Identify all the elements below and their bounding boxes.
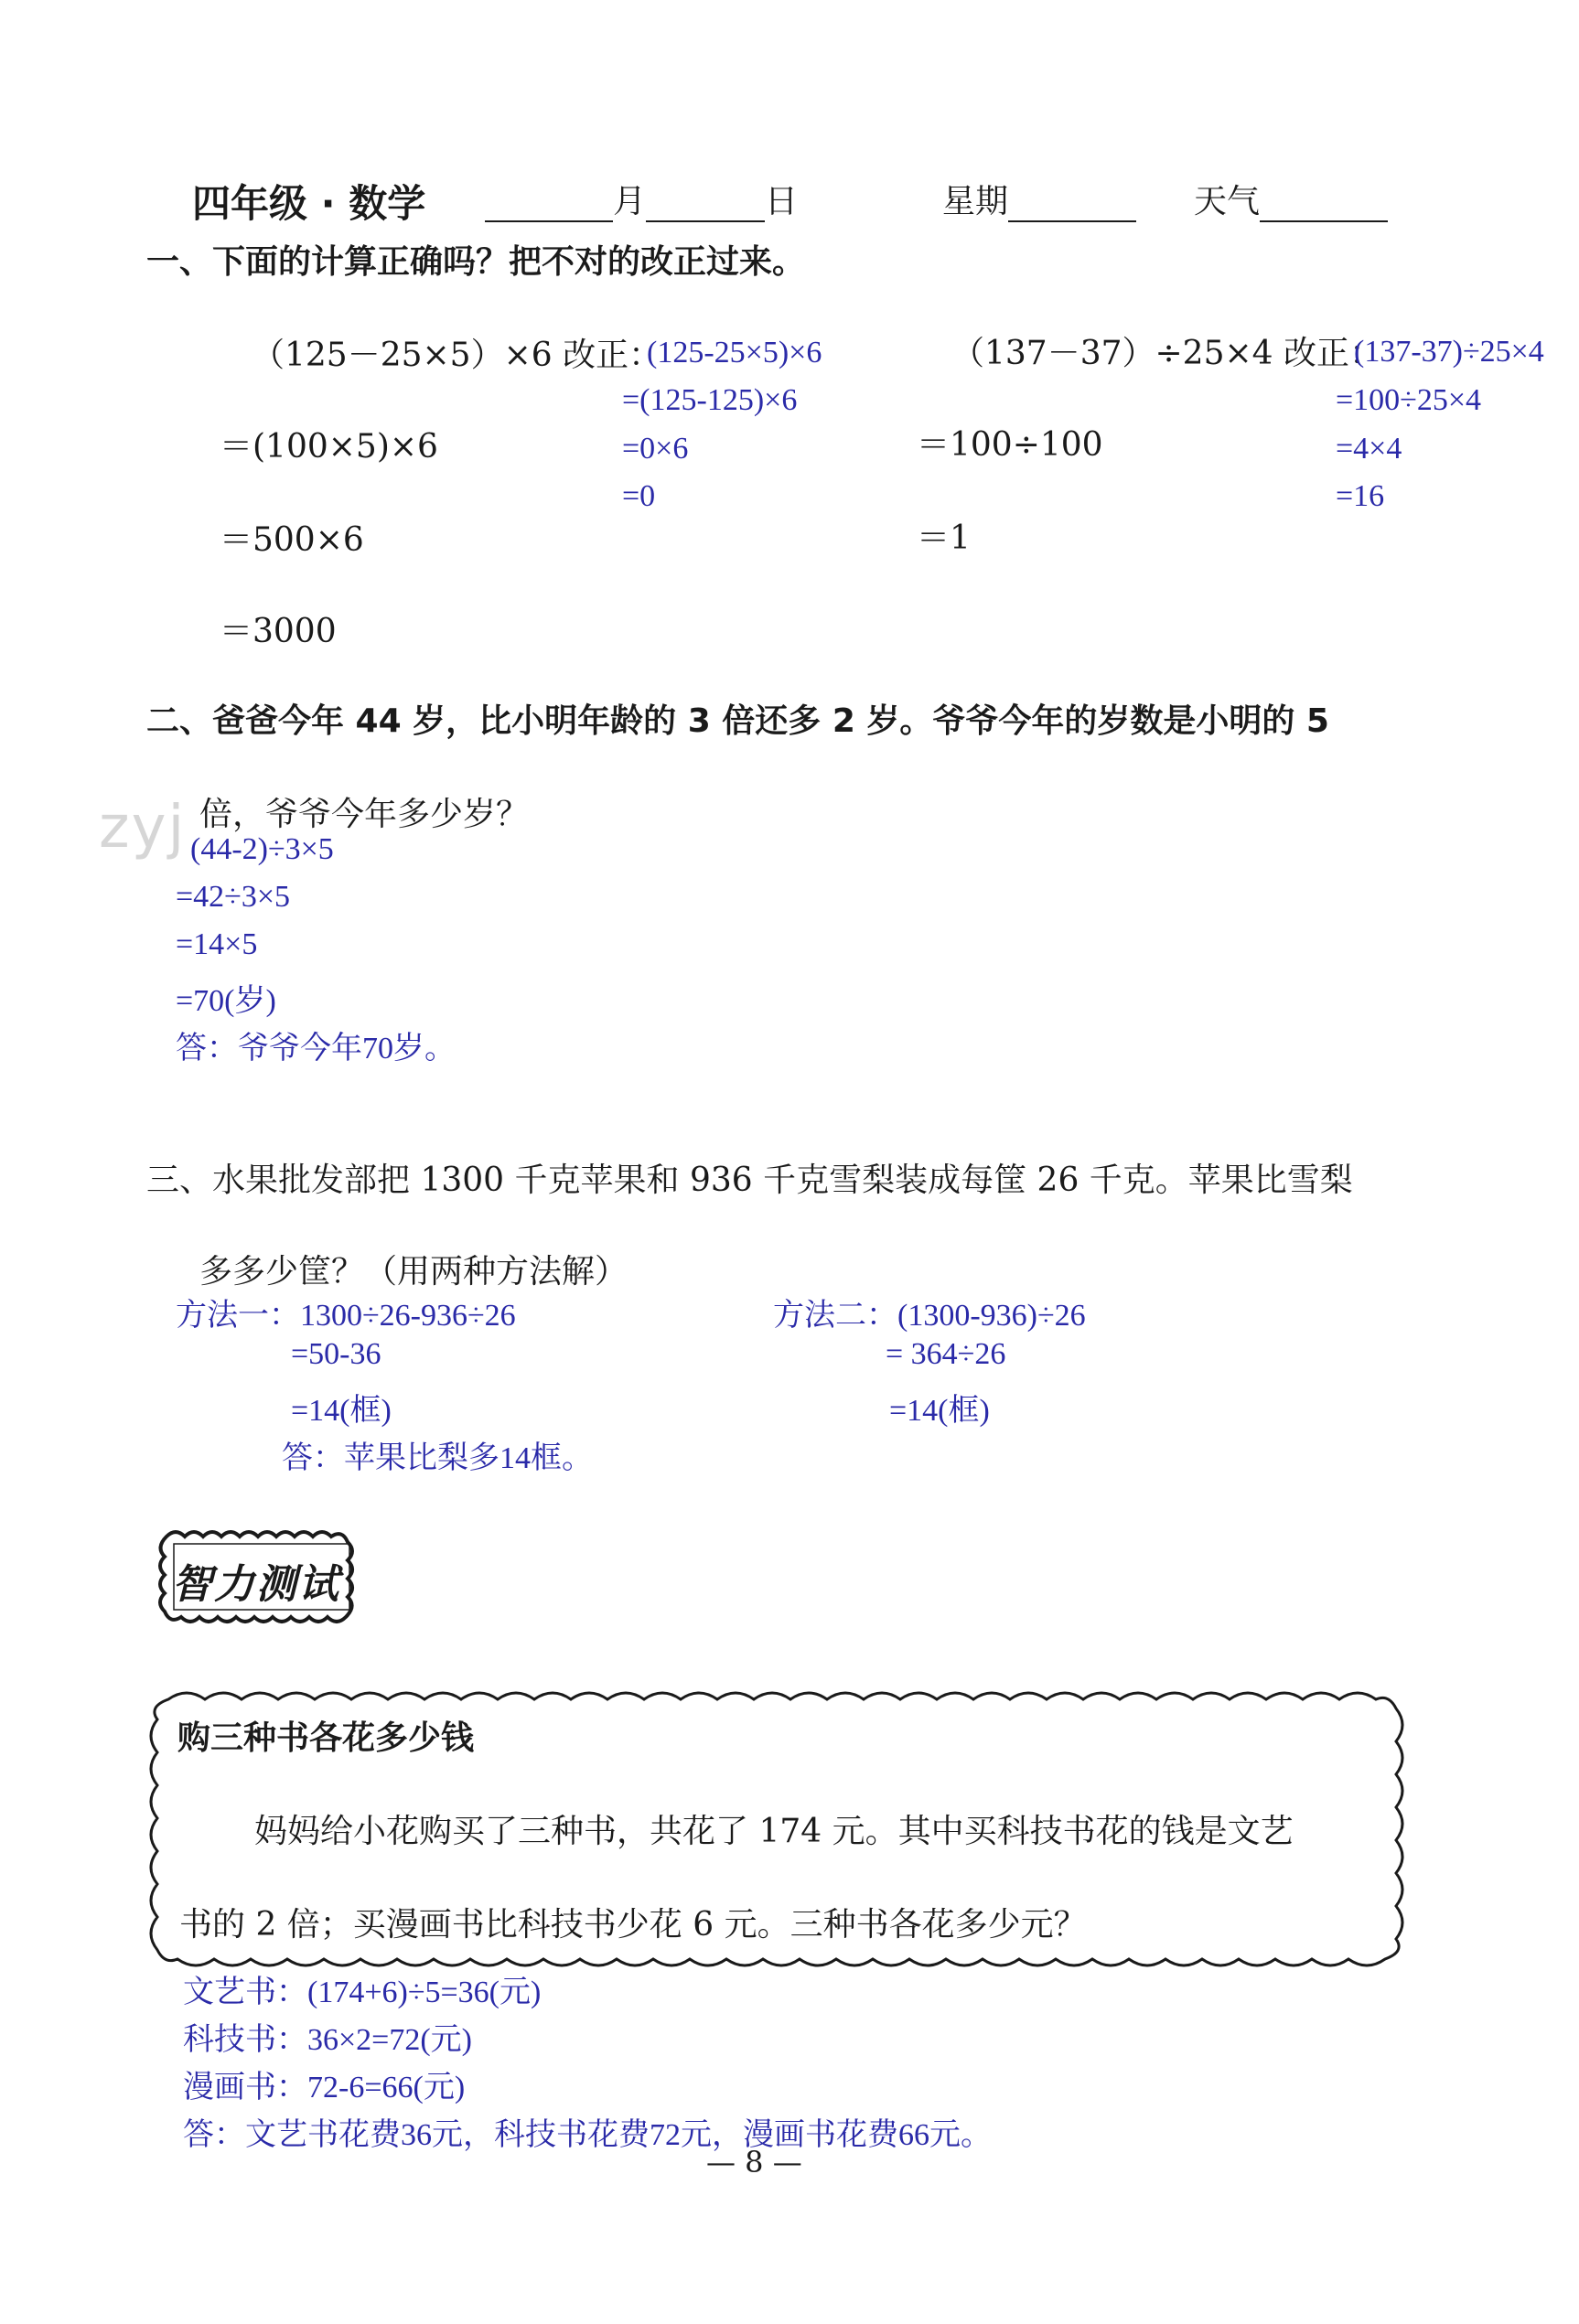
- badge-label: 智力测试: [172, 1561, 340, 1608]
- q3-prompt-line1: 三、水果批发部把 1300 千克苹果和 936 千克雪梨装成每筐 26 千克。苹果比雪梨: [146, 1162, 1353, 1199]
- month-label: 月: [613, 183, 647, 220]
- q1-right-answer-4: =16: [1336, 479, 1385, 513]
- q2-prompt: 二、爸爸今年 44 岁，比小明年龄的 3 倍还多 2 岁。爷爷今年的岁数是小明的 5: [146, 702, 1329, 740]
- puzzle-answer-1: 文艺书：(174+6)÷5=36(元): [183, 1976, 542, 2009]
- q3-method2-2: = 364÷26: [886, 1337, 1006, 1371]
- q3-method1-1: 方法一：1300÷26-936÷26: [176, 1299, 516, 1333]
- q1-right-wrong-2: ＝1: [917, 519, 971, 557]
- q1-right-answer-3: =4×4: [1336, 432, 1402, 466]
- puzzle-answer-4: 答：文艺书花费36元，科技书花费72元，漫画书花费66元。: [183, 2118, 992, 2152]
- q2-answer-5: 答：爷爷今年70岁。: [176, 1032, 456, 1066]
- page-number: — 8 —: [706, 2145, 802, 2179]
- q3-method2-3: =14(框): [889, 1394, 990, 1428]
- weather-label: 天气: [1194, 183, 1261, 220]
- q1-right-answer-1: (137-37)÷25×4: [1354, 335, 1544, 369]
- puzzle-line2: 书的 2 倍；买漫画书比科技书少花 6 元。三种书各花多少元？: [179, 1906, 1087, 1944]
- date-line: [485, 176, 798, 222]
- day-blank: [646, 187, 765, 222]
- q2-prompt-line1: [146, 695, 1329, 742]
- puzzle-line1: 妈妈给小花购买了三种书，共花了 174 元。其中买科技书花的钱是文艺: [254, 1813, 1294, 1850]
- q2-answer-2: =42÷3×5: [176, 880, 291, 914]
- puzzle-answer-3: 漫画书：72-6=66(元): [183, 2071, 466, 2104]
- weather-line: [1194, 176, 1388, 222]
- q3-method1-3: =14(框): [291, 1394, 392, 1428]
- q2-answer-4: =70(岁): [176, 984, 276, 1018]
- q2-answer-3: =14×5: [176, 927, 258, 961]
- q3-method1-2: =50-36: [291, 1337, 381, 1371]
- puzzle-title: 购三种书各花多少钱: [177, 1719, 475, 1757]
- q1-right-wrong-1: ＝100÷100: [917, 426, 1103, 464]
- q1-right-answer-2: =100÷25×4: [1336, 383, 1482, 417]
- q1-right-expr: （137－37）÷25×4 改正：: [951, 335, 1383, 372]
- weather-blank: [1260, 187, 1388, 222]
- weekday-blank: [1008, 187, 1136, 222]
- q1-left-expr: （125－25×5）×6 改正：: [252, 337, 662, 374]
- q2-answer-1: (44-2)÷3×5: [190, 832, 334, 866]
- day-label: 日: [765, 183, 799, 220]
- q1-prompt: 一、下面的计算正确吗？把不对的改正过来。: [146, 243, 806, 281]
- q1-left-wrong-3: ＝3000: [220, 613, 337, 650]
- q1-left-answer-3: =0×6: [622, 432, 689, 466]
- q1-left-answer-2: =(125-125)×6: [622, 383, 798, 417]
- q2-prompt-line2: 倍，爷爷今年多少岁？: [199, 796, 530, 833]
- month-blank: [485, 187, 613, 222]
- q3-prompt-line2: 多多少筐？（用两种方法解）: [199, 1253, 628, 1291]
- puzzle-answer-2: 科技书：36×2=72(元): [183, 2023, 472, 2057]
- q3-method1-4: 答：苹果比梨多14框。: [282, 1441, 593, 1475]
- weekday-line: [942, 176, 1136, 222]
- watermark: zyj: [99, 794, 187, 862]
- q1-left-wrong-2: ＝500×6: [220, 521, 364, 559]
- page-title: 四年级 · 数学: [192, 181, 426, 226]
- weekday-label: 星期: [942, 183, 1009, 220]
- q1-left-answer-4: =0: [622, 479, 656, 513]
- q1-left-wrong-1: ＝(100×5)×6: [220, 428, 438, 466]
- q1-left-answer-1: (125-25×5)×6: [647, 336, 822, 369]
- q3-method2-1: 方法二：(1300-936)÷26: [773, 1299, 1086, 1333]
